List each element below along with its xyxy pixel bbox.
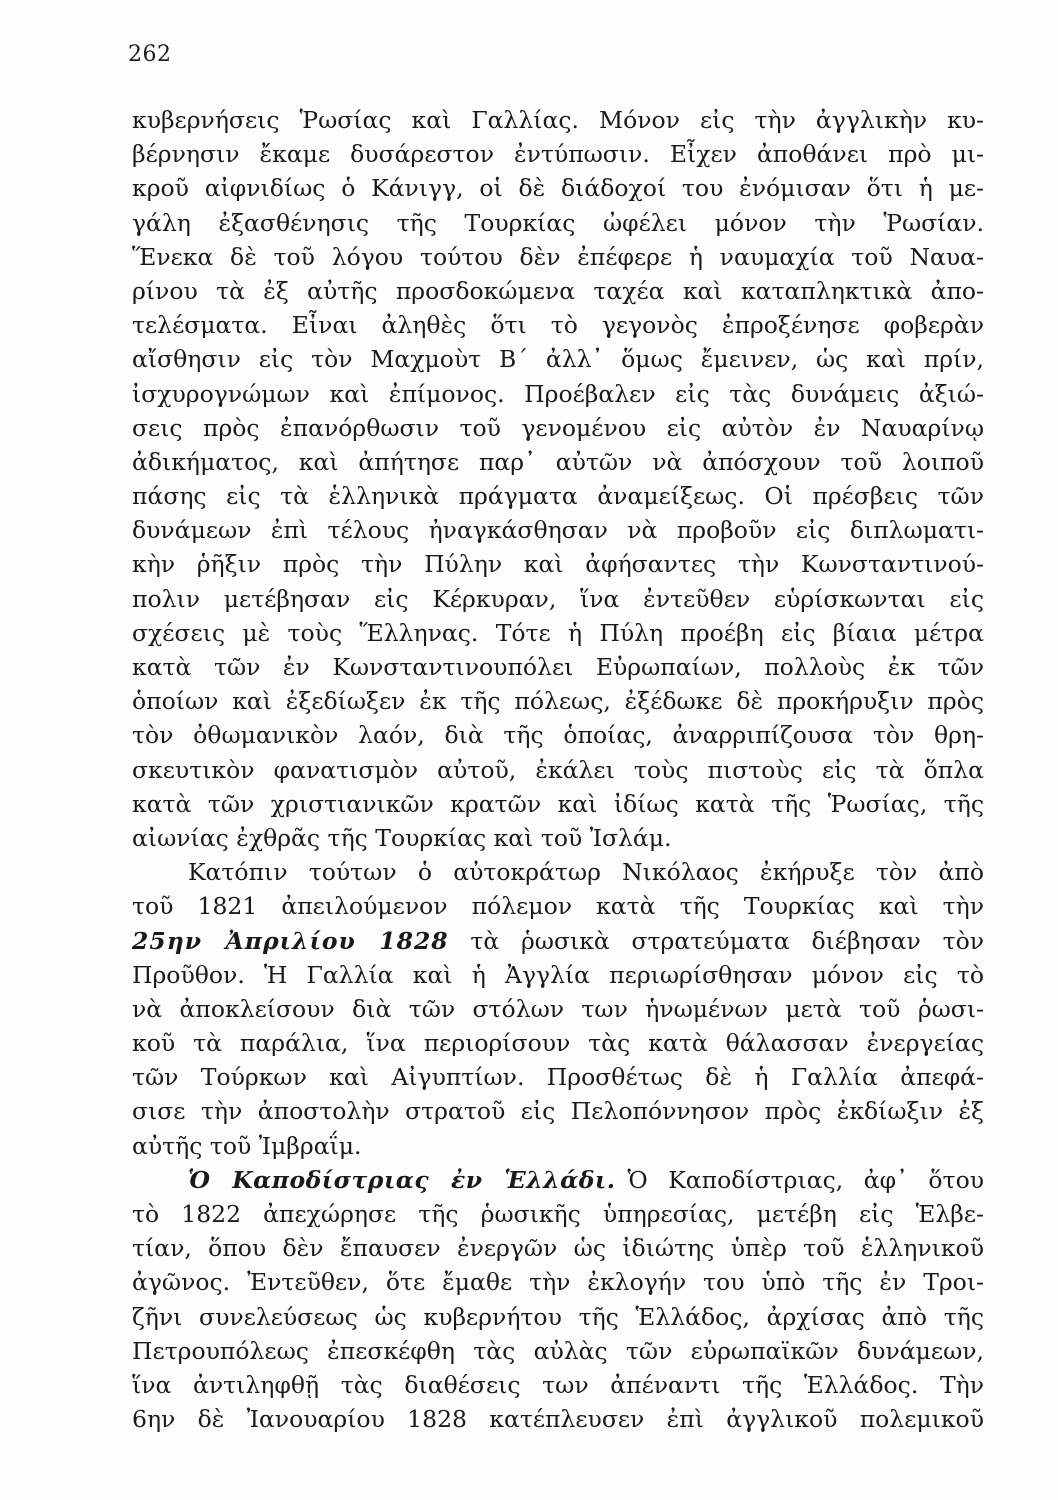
text-line: κατὰ τῶν ἐν Κωνσταντινουπόλει Εὐρωπαίων, πολλοὺς ἐκ τῶν bbox=[132, 653, 984, 681]
text-line: αἴσθησιν εἰς τὸν Μαχμοὺτ Β΄ ἀλλ᾽ ὅμως ἔμεινεν, ὡς καὶ πρίν, bbox=[132, 345, 984, 374]
text-line: Κατόπιν τούτων ὁ αὐτοκράτωρ Νικόλαος ἐκήρυξε τὸν ἀπὸ bbox=[188, 858, 984, 887]
page-number: 262 bbox=[128, 42, 172, 67]
text-line: ρίνου τὰ ἐξ αὐτῆς προσδοκώμενα ταχέα καὶ καταπληκτικὰ ἀπο- bbox=[132, 276, 984, 305]
text-line: τίαν, ὅπου δὲν ἔπαυσεν ἐνεργῶν ὡς ἰδιώτης ὑπὲρ τοῦ ἑλληνικοῦ bbox=[132, 1234, 984, 1263]
text-line: τῶν Τούρκων καὶ Αἰγυπτίων. Προσθέτως δὲ ἡ Γαλλία ἀπεφά- bbox=[132, 1063, 984, 1092]
paragraph bbox=[132, 103, 984, 855]
text-line: πολιν μετέβησαν εἰς Κέρκυραν, ἵνα ἐντεῦθεν εὑρίσκωνται εἰς bbox=[132, 584, 984, 613]
text-line: ὁποίων καὶ ἐξεδίωξεν ἐκ τῆς πόλεως, ἐξέδωκε δὲ προκήρυξιν πρὸς bbox=[132, 687, 984, 716]
text-line: κατὰ τῶν χριστιανικῶν κρατῶν καὶ ἰδίως κατὰ τῆς Ῥωσίας, τῆς bbox=[132, 789, 984, 818]
text-line: κὴν ῥῆξιν πρὸς τὴν Πύλην καὶ ἀφήσαντες τὴν Κωνσταντινού- bbox=[132, 550, 984, 579]
text-line: τὸ 1822 ἀπεχώρησε τῆς ῥωσικῆς ὑπηρεσίας, μετέβη εἰς Ἑλβε- bbox=[132, 1200, 984, 1228]
text-line: γάλη ἐξασθένησις τῆς Τουρκίας ὠφέλει μόνον τὴν Ῥωσίαν. bbox=[132, 208, 984, 237]
text-line: τοῦ 1821 ἀπειλούμενον πόλεμον κατὰ τῆς Τουρκίας καὶ τὴν bbox=[132, 892, 984, 921]
section-heading: Ὁ Καποδίστριας ἐν Ἑλλάδι. bbox=[188, 1165, 616, 1194]
text-line: Πετρουπόλεως ἐπεσκέφθη τὰς αὐλὰς τῶν εὐρωπαϊκῶν δυνάμεων, bbox=[132, 1336, 984, 1365]
text-line bbox=[132, 924, 984, 958]
text-line: αἰωνίας ἐχθρᾶς τῆς Τουρκίας καὶ τοῦ Ἰσλάμ. bbox=[132, 823, 672, 852]
text-line: ἵνα ἀντιληφθῇ τὰς διαθέσεις των ἀπέναντι τῆς Ἑλλάδος. Τὴν bbox=[132, 1370, 984, 1399]
text-line: τὸν ὀθωμανικὸν λαόν, διὰ τῆς ὁποίας, ἀναρριπίζουσα τὸν θρη- bbox=[132, 721, 984, 750]
text-line: κυβερνήσεις Ῥωσίας καὶ Γαλλίας. Μόνον εἰς τὴν ἀγγλικὴν κυ- bbox=[132, 106, 984, 134]
text-line: Ἕνεκα δὲ τοῦ λόγου τούτου δὲν ἐπέφερε ἡ ναυμαχία τοῦ Ναυα- bbox=[132, 242, 984, 271]
text-line: ζῆνι συνελεύσεως ὡς κυβερνήτου τῆς Ἑλλάδος, ἀρχίσας ἀπὸ τῆς bbox=[132, 1302, 984, 1331]
text-line: σεις πρὸς ἐπανόρθωσιν τοῦ γενομένου εἰς αὐτὸν ἐν Ναυαρίνῳ bbox=[132, 413, 984, 442]
paragraph bbox=[132, 855, 984, 1163]
body-text bbox=[132, 103, 984, 1436]
text-line: ἀγῶνος. Ἐντεῦθεν, ὅτε ἔμαθε τὴν ἐκλογήν του ὑπὸ τῆς ἐν Τροι- bbox=[132, 1268, 984, 1297]
text-line: 6ην δὲ Ἰανουαρίου 1828 κατέπλευσεν ἐπὶ ἀγγλικοῦ πολεμικοῦ bbox=[132, 1405, 984, 1434]
text-line-rest: τὰ ῥωσικὰ στρατεύματα διέβησαν τὸν bbox=[448, 926, 984, 955]
text-line: Προῦθον. Ἡ Γαλλία καὶ ἡ Ἀγγλία περιωρίσθησαν μόνον εἰς τὸ bbox=[132, 960, 984, 989]
text-line: αὐτῆς τοῦ Ἰμβραΐμ. bbox=[132, 1131, 362, 1160]
text-line: σκευτικὸν φανατισμὸν αὐτοῦ, ἐκάλει τοὺς πιστοὺς εἰς τὰ ὅπλα bbox=[132, 755, 984, 784]
text-line: κροῦ αἰφνιδίως ὁ Κάνιγγ, οἱ δὲ διάδοχοί του ἐνόμισαν ὅτι ἡ με- bbox=[132, 174, 984, 203]
emphasized-date: 25ην Ἀπριλίου 1828 bbox=[132, 926, 449, 955]
text-line-rest: Ὁ Καποδίστριας, ἀφ᾽ ὅτου bbox=[627, 1165, 984, 1194]
text-line: κοῦ τὰ παράλια, ἵνα περιορίσουν τὰς κατὰ θάλασσαν ἐνεργείας bbox=[132, 1029, 984, 1058]
text-line: πάσης εἰς τὰ ἑλληνικὰ πράγματα ἀναμείξεως. Οἱ πρέσβεις τῶν bbox=[132, 482, 984, 511]
paragraph bbox=[132, 1163, 984, 1437]
text-line: δυνάμεων ἐπὶ τέλους ἠναγκάσθησαν νὰ προβοῦν εἰς διπλωματι- bbox=[132, 516, 984, 545]
text-line: ἰσχυρογνώμων καὶ ἐπίμονος. Προέβαλεν εἰς τὰς δυνάμεις ἀξιώ- bbox=[132, 379, 984, 408]
text-line: σισε τὴν ἀποστολὴν στρατοῦ εἰς Πελοπόννησον πρὸς ἐκδίωξιν ἐξ bbox=[132, 1097, 984, 1126]
text-line: νὰ ἀποκλείσουν διὰ τῶν στόλων των ἡνωμένων μετὰ τοῦ ῥωσι- bbox=[132, 994, 984, 1023]
text-line bbox=[132, 1163, 984, 1197]
text-line: βέρνησιν ἔκαμε δυσάρεστον ἐντύπωσιν. Εἶχεν ἀποθάνει πρὸ μι- bbox=[132, 140, 984, 169]
text-line: ἀδικήματος, καὶ ἀπήτησε παρ᾽ αὐτῶν νὰ ἀπόσχουν τοῦ λοιποῦ bbox=[132, 447, 984, 476]
text-line: τελέσματα. Εἶναι ἀληθὲς ὅτι τὸ γεγονὸς ἐπροξένησε φοβερὰν bbox=[132, 311, 984, 340]
text-line: σχέσεις μὲ τοὺς Ἕλληνας. Τότε ἡ Πύλη προέβη εἰς βίαια μέτρα bbox=[132, 618, 984, 647]
